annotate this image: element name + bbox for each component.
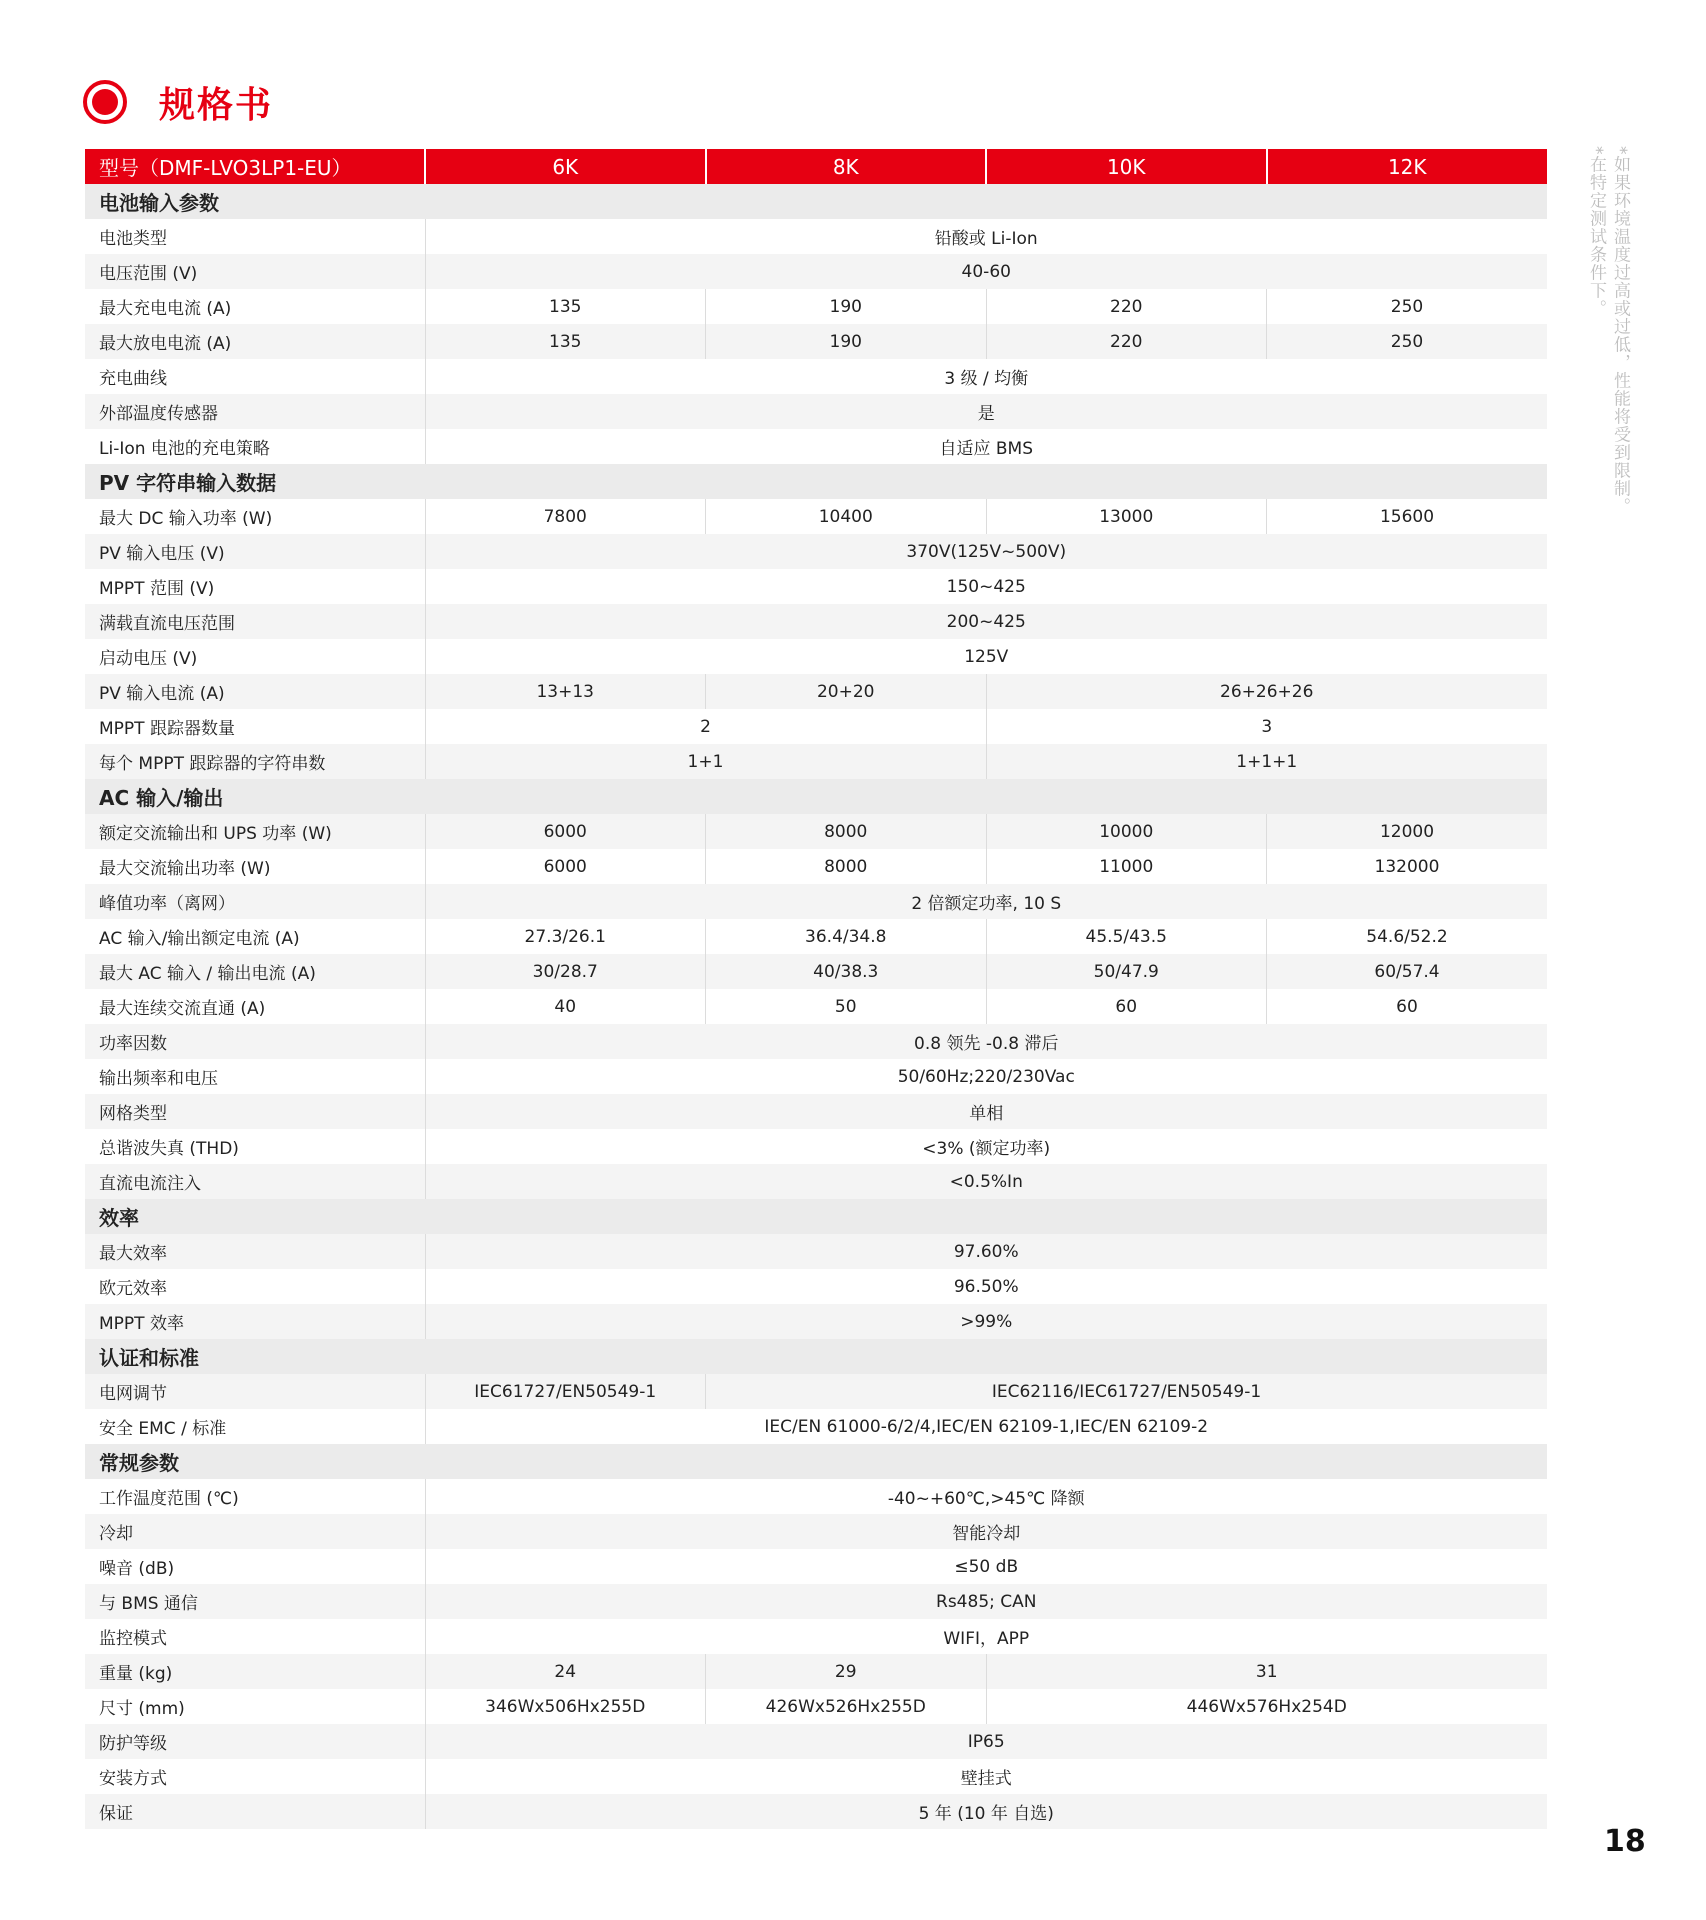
table-row: [85, 1129, 1547, 1164]
row-value: 7800: [425, 499, 706, 534]
row-value: 单相: [425, 1094, 1547, 1129]
row-label: MPPT 效率: [85, 1304, 425, 1339]
table-row: [85, 1059, 1547, 1094]
row-label: 电池类型: [85, 219, 425, 254]
table-row: [85, 1584, 1547, 1619]
row-value: 220: [986, 289, 1267, 324]
row-value: <3% (额定功率): [425, 1129, 1547, 1164]
row-label: 工作温度范围 (℃): [85, 1479, 425, 1514]
table-row: [85, 884, 1547, 919]
table-row: [85, 1374, 1547, 1409]
row-value: 自适应 BMS: [425, 429, 1547, 464]
row-value: 2: [425, 709, 986, 744]
spec-table-header: [85, 149, 1547, 184]
row-value: 132000: [1267, 849, 1548, 884]
section-header: [85, 1339, 1547, 1374]
table-row: [85, 919, 1547, 954]
row-value: 15600: [1267, 499, 1548, 534]
row-value: WIFI，APP: [425, 1619, 1547, 1654]
table-row: [85, 499, 1547, 534]
row-value: 6000: [425, 849, 706, 884]
row-label: 最大效率: [85, 1234, 425, 1269]
page-number: 18: [1604, 1824, 1646, 1859]
row-value: 50/60Hz;220/230Vac: [425, 1059, 1547, 1094]
row-value: 250: [1267, 289, 1548, 324]
section-header: [85, 464, 1547, 499]
row-value: 60/57.4: [1267, 954, 1548, 989]
row-label: 保证: [85, 1794, 425, 1829]
row-value: 12000: [1267, 814, 1548, 849]
row-label: 重量 (kg): [85, 1654, 425, 1689]
header-6k: 6K: [425, 149, 706, 184]
table-row: [85, 989, 1547, 1024]
row-label: 功率因数: [85, 1024, 425, 1059]
table-row: [85, 1724, 1547, 1759]
row-value: 20+20: [706, 674, 987, 709]
table-row: [85, 1409, 1547, 1444]
row-label: 充电曲线: [85, 359, 425, 394]
table-row: [85, 1619, 1547, 1654]
row-label: 噪音 (dB): [85, 1549, 425, 1584]
row-value: IEC/EN 61000-6/2/4,IEC/EN 62109-1,IEC/EN 62109-2: [425, 1409, 1547, 1444]
section-title: PV 字符串输入数据: [85, 464, 1547, 499]
row-value: 135: [425, 324, 706, 359]
row-value: 10000: [986, 814, 1267, 849]
row-label: 满载直流电压范围: [85, 604, 425, 639]
row-value: 1+1: [425, 744, 986, 779]
table-row: [85, 1479, 1547, 1514]
row-value: 8000: [706, 814, 987, 849]
table-row: [85, 639, 1547, 674]
row-value: 54.6/52.2: [1267, 919, 1548, 954]
row-value: 10400: [706, 499, 987, 534]
row-value: <0.5%In: [425, 1164, 1547, 1199]
table-row: [85, 744, 1547, 779]
table-row: [85, 429, 1547, 464]
table-row: [85, 1269, 1547, 1304]
section-header: [85, 184, 1547, 219]
row-label: PV 输入电压 (V): [85, 534, 425, 569]
row-value: 125V: [425, 639, 1547, 674]
row-label: 每个 MPPT 跟踪器的字符串数: [85, 744, 425, 779]
row-label: 冷却: [85, 1514, 425, 1549]
page-title-text: 规格书: [159, 84, 274, 126]
row-label: 外部温度传感器: [85, 394, 425, 429]
row-value: 31: [986, 1654, 1547, 1689]
table-row: [85, 1164, 1547, 1199]
row-label: 电压范围 (V): [85, 254, 425, 289]
row-label: 总谐波失真 (THD): [85, 1129, 425, 1164]
header-model: 型号（DMF-LVO3LP1-EU）: [85, 149, 425, 184]
row-value: 13+13: [425, 674, 706, 709]
table-row: [85, 814, 1547, 849]
table-row: [85, 954, 1547, 989]
row-value: -40~+60℃,>45℃ 降额: [425, 1479, 1547, 1514]
table-row: [85, 219, 1547, 254]
row-value: 壁挂式: [425, 1759, 1547, 1794]
row-label: MPPT 跟踪器数量: [85, 709, 425, 744]
row-label: 启动电压 (V): [85, 639, 425, 674]
table-row: [85, 1549, 1547, 1584]
row-label: 最大放电电流 (A): [85, 324, 425, 359]
row-value: 0.8 领先 -0.8 滞后: [425, 1024, 1547, 1059]
row-value: IEC61727/EN50549-1: [425, 1374, 706, 1409]
row-value: Rs485; CAN: [425, 1584, 1547, 1619]
table-row: [85, 569, 1547, 604]
row-value: 60: [1267, 989, 1548, 1024]
row-value: 11000: [986, 849, 1267, 884]
row-value: 29: [706, 1654, 987, 1689]
table-row: [85, 1759, 1547, 1794]
header-10k: 10K: [986, 149, 1267, 184]
row-value: 446Wx576Hx254D: [986, 1689, 1547, 1724]
header-8k: 8K: [706, 149, 987, 184]
section-header: [85, 1444, 1547, 1479]
row-value: 250: [1267, 324, 1548, 359]
row-label: 尺寸 (mm): [85, 1689, 425, 1724]
row-value: 1+1+1: [986, 744, 1547, 779]
row-label: 监控模式: [85, 1619, 425, 1654]
row-value: 26+26+26: [986, 674, 1547, 709]
row-value: 346Wx506Hx255D: [425, 1689, 706, 1724]
table-row: [85, 1304, 1547, 1339]
row-label: 额定交流输出和 UPS 功率 (W): [85, 814, 425, 849]
side-note-temperature: *如果环境温度过高或过低，性能将受到限制。: [1610, 146, 1630, 516]
row-value: 智能冷却: [425, 1514, 1547, 1549]
row-value: 40: [425, 989, 706, 1024]
table-row: [85, 1234, 1547, 1269]
row-value: IEC62116/IEC61727/EN50549-1: [706, 1374, 1548, 1409]
table-row: [85, 1094, 1547, 1129]
row-value: 96.50%: [425, 1269, 1547, 1304]
row-label: 输出频率和电压: [85, 1059, 425, 1094]
table-row: [85, 849, 1547, 884]
row-value: 8000: [706, 849, 987, 884]
table-row: [85, 1654, 1547, 1689]
row-value: 2 倍额定功率, 10 S: [425, 884, 1547, 919]
row-value: 40-60: [425, 254, 1547, 289]
row-label: 最大充电电流 (A): [85, 289, 425, 324]
row-label: 最大 AC 输入 / 输出电流 (A): [85, 954, 425, 989]
row-value: 50/47.9: [986, 954, 1267, 989]
section-header: [85, 1199, 1547, 1234]
table-row: [85, 674, 1547, 709]
section-title: 认证和标准: [85, 1339, 1547, 1374]
table-row: [85, 394, 1547, 429]
table-row: [85, 534, 1547, 569]
section-title: 效率: [85, 1199, 1547, 1234]
row-label: 网格类型: [85, 1094, 425, 1129]
row-value: 135: [425, 289, 706, 324]
table-row: [85, 289, 1547, 324]
row-value: 50: [706, 989, 987, 1024]
row-value: 370V(125V~500V): [425, 534, 1547, 569]
row-label: MPPT 范围 (V): [85, 569, 425, 604]
section-title: AC 输入/输出: [85, 779, 1547, 814]
side-notes: [1584, 146, 1632, 516]
row-label: 最大交流输出功率 (W): [85, 849, 425, 884]
table-row: [85, 1689, 1547, 1724]
row-label: 最大 DC 输入功率 (W): [85, 499, 425, 534]
row-value: 30/28.7: [425, 954, 706, 989]
row-value: 27.3/26.1: [425, 919, 706, 954]
row-value: 5 年 (10 年 自选): [425, 1794, 1547, 1829]
row-value: 6000: [425, 814, 706, 849]
table-row: [85, 1794, 1547, 1829]
table-row: [85, 359, 1547, 394]
row-value: 220: [986, 324, 1267, 359]
row-value: 36.4/34.8: [706, 919, 987, 954]
row-value: 97.60%: [425, 1234, 1547, 1269]
page-title: [83, 76, 273, 128]
section-header: [85, 779, 1547, 814]
row-value: 13000: [986, 499, 1267, 534]
table-row: [85, 1514, 1547, 1549]
row-label: 与 BMS 通信: [85, 1584, 425, 1619]
spec-table-body: [85, 184, 1547, 1829]
row-value: 40/38.3: [706, 954, 987, 989]
row-value: 60: [986, 989, 1267, 1024]
row-value: 150~425: [425, 569, 1547, 604]
table-row: [85, 604, 1547, 639]
row-value: >99%: [425, 1304, 1547, 1339]
row-value: IP65: [425, 1724, 1547, 1759]
row-value: 铅酸或 Li-Ion: [425, 219, 1547, 254]
row-label: AC 输入/输出额定电流 (A): [85, 919, 425, 954]
row-value: 24: [425, 1654, 706, 1689]
row-value: 190: [706, 324, 987, 359]
side-note-test-conditions: *在特定测试条件下。: [1586, 146, 1606, 318]
table-row: [85, 254, 1547, 289]
row-value: 3 级 / 均衡: [425, 359, 1547, 394]
row-label: Li-Ion 电池的充电策略: [85, 429, 425, 464]
row-label: 直流电流注入: [85, 1164, 425, 1199]
header-12k: 12K: [1267, 149, 1548, 184]
row-value: 190: [706, 289, 987, 324]
row-value: 200~425: [425, 604, 1547, 639]
table-row: [85, 1024, 1547, 1059]
row-value: 426Wx526Hx255D: [706, 1689, 987, 1724]
row-value: ≤50 dB: [425, 1549, 1547, 1584]
row-label: 安全 EMC / 标准: [85, 1409, 425, 1444]
row-value: 3: [986, 709, 1547, 744]
row-label: 峰值功率（离网）: [85, 884, 425, 919]
row-label: 最大连续交流直通 (A): [85, 989, 425, 1024]
row-label: 欧元效率: [85, 1269, 425, 1304]
row-label: PV 输入电流 (A): [85, 674, 425, 709]
section-title: 电池输入参数: [85, 184, 1547, 219]
spec-table: [85, 149, 1547, 1829]
table-row: [85, 709, 1547, 744]
row-label: 安装方式: [85, 1759, 425, 1794]
target-circle-icon: [83, 80, 127, 124]
section-title: 常规参数: [85, 1444, 1547, 1479]
row-label: 防护等级: [85, 1724, 425, 1759]
row-label: 电网调节: [85, 1374, 425, 1409]
table-row: [85, 324, 1547, 359]
row-value: 是: [425, 394, 1547, 429]
row-value: 45.5/43.5: [986, 919, 1267, 954]
